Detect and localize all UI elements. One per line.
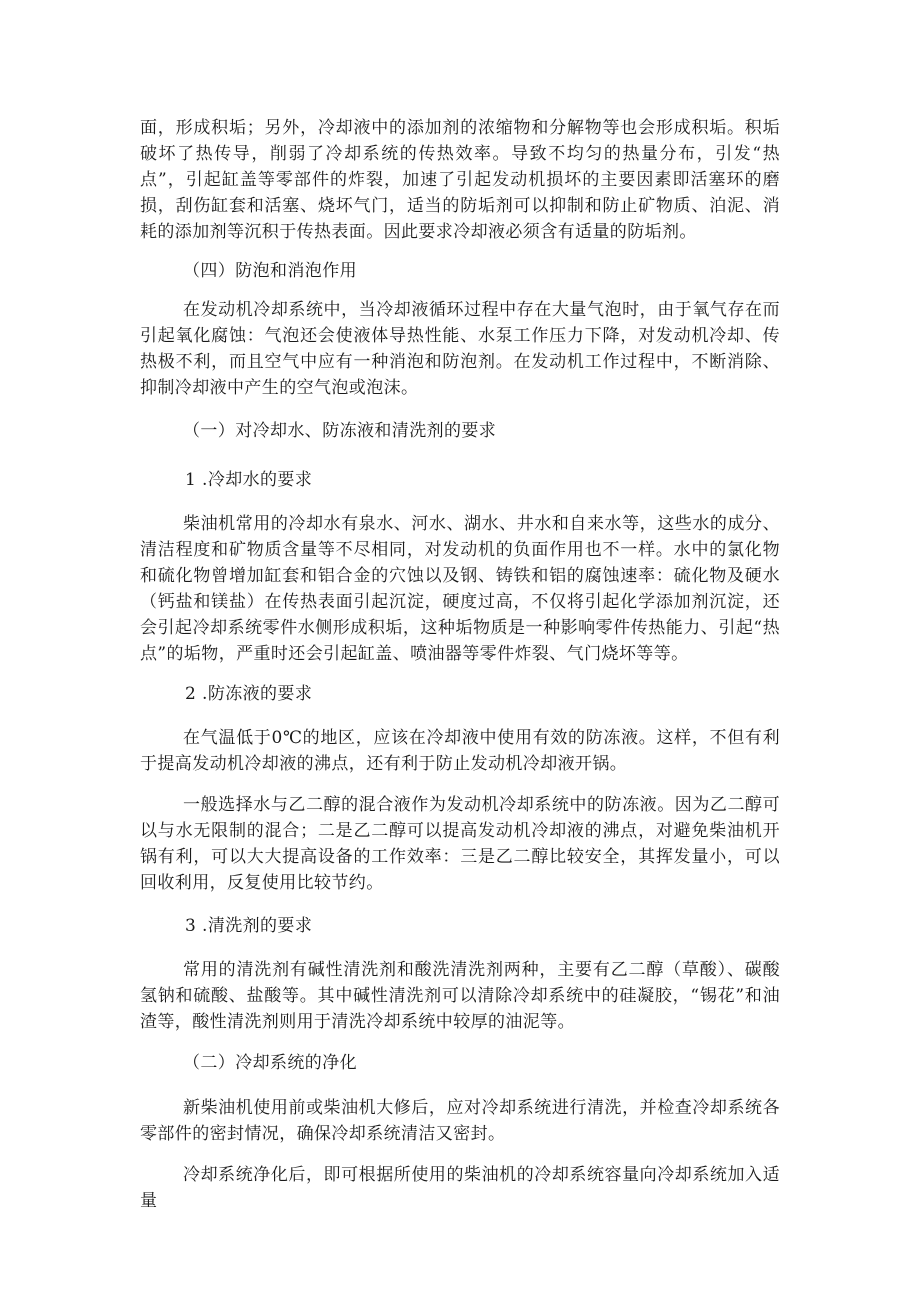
paragraph-anti-foam: 在发动机冷却系统中，当冷却液循环过程中存在大量气泡时，由于氧气存在而引起氧化腐蚀：气泡还会使液体导热性能、水泵工作压力下降，对发动机冷却、传热极不利，而且空气中应有一种消泡和防泡剂。在发动机工作过程中，不断消除、抑制冷却液中产生的空气泡或泡沫。 — [140, 300, 780, 398]
heading-cleaning-agent: 3 .清洗剂的要求 — [185, 916, 313, 936]
heading-cooling-water: 1 .冷却水的要求 — [185, 470, 313, 490]
paragraph-cooling-water: 柴油机常用的冷却水有泉水、河水、湖水、井水和自来水等，这些水的成分、清洁程度和矿物质含量等不尽相同，对发动机的负面作用也不一样。水中的氯化物和硫化物曾增加缸套和铝合金的穴蚀以及钢、铸铁和铝的腐蚀速率：硫化物及硬水（钙盐和镁盐）在传热表面引起沉淀，硬度过高，不仅将引起化学添加剂沉淀，还会引起冷却系统零件水侧形成积垢，这种垢物质是一种影响零件传热能力、引起“热点”的垢物，严重时还会引起缸盖、喷油器等零件炸裂、气门烧坏等等。 — [140, 514, 780, 664]
heading-requirements: （一）对冷却水、防冻液和清洗剂的要求 — [183, 421, 497, 441]
paragraph-antifreeze-1: 在气温低于0℃的地区，应该在冷却液中使用有效的防冻液。这样，不但有利于提高发动机冷却液的沸点，还有利于防止发动机冷却液开锅。 — [140, 728, 780, 774]
paragraph-purification-1: 新柴油机使用前或柴油机大修后，应对冷却系统进行清洗，并检查冷却系统各零部件的密封情况，确保冷却系统清洁又密封。 — [140, 1098, 780, 1144]
paragraph-purification-2: 冷却系统净化后，即可根据所使用的柴油机的冷却系统容量向冷却系统加入适量 — [140, 1165, 780, 1211]
paragraph-antifreeze-2: 一般选择水与乙二醇的混合液作为发动机冷却系统中的防冻液。因为乙二醇可以与水无限制的混合；二是乙二醇可以提高发动机冷却液的沸点，对避免柴油机开锅有利，可以大大提高设备的工作效率：三是乙二醇比较安全，其挥发量小，可以回收利用，反复使用比较节约。 — [140, 795, 780, 893]
heading-antifreeze: 2 .防冻液的要求 — [185, 684, 313, 704]
paragraph-cleaning-agent: 常用的清洗剂有碱性清洗剂和酸洗清洗剂两种，主要有乙二醇（草酸）、碳酸氢钠和硫酸、盐酸等。其中碱性清洗剂可以清除冷却系统中的硅凝胶，“锡花”和油渣等，酸性清洗剂则用于清洗冷却系统中较厚的油泥等。 — [140, 960, 780, 1032]
heading-anti-foam: （四）防泡和消泡作用 — [183, 261, 357, 281]
paragraph-scale-prevention: 面，形成积垢；另外，冷却液中的添加剂的浓缩物和分解物等也会形成积垢。积垢破坏了热传导，削弱了冷却系统的传热效率。导致不均匀的热量分布，引发“热点”，引起缸盖等零部件的炸裂，加速了引起发动机损坏的主要因素即活塞环的磨损，刮伤缸套和活塞、烧坏气门，适当的防垢剂可以抑制和防止矿物质、泊泥、消耗的添加剂等沉积于传热表面。因此要求冷却液必须含有适量的防垢剂。 — [140, 118, 780, 242]
heading-purification: （二）冷却系统的净化 — [183, 1053, 357, 1073]
